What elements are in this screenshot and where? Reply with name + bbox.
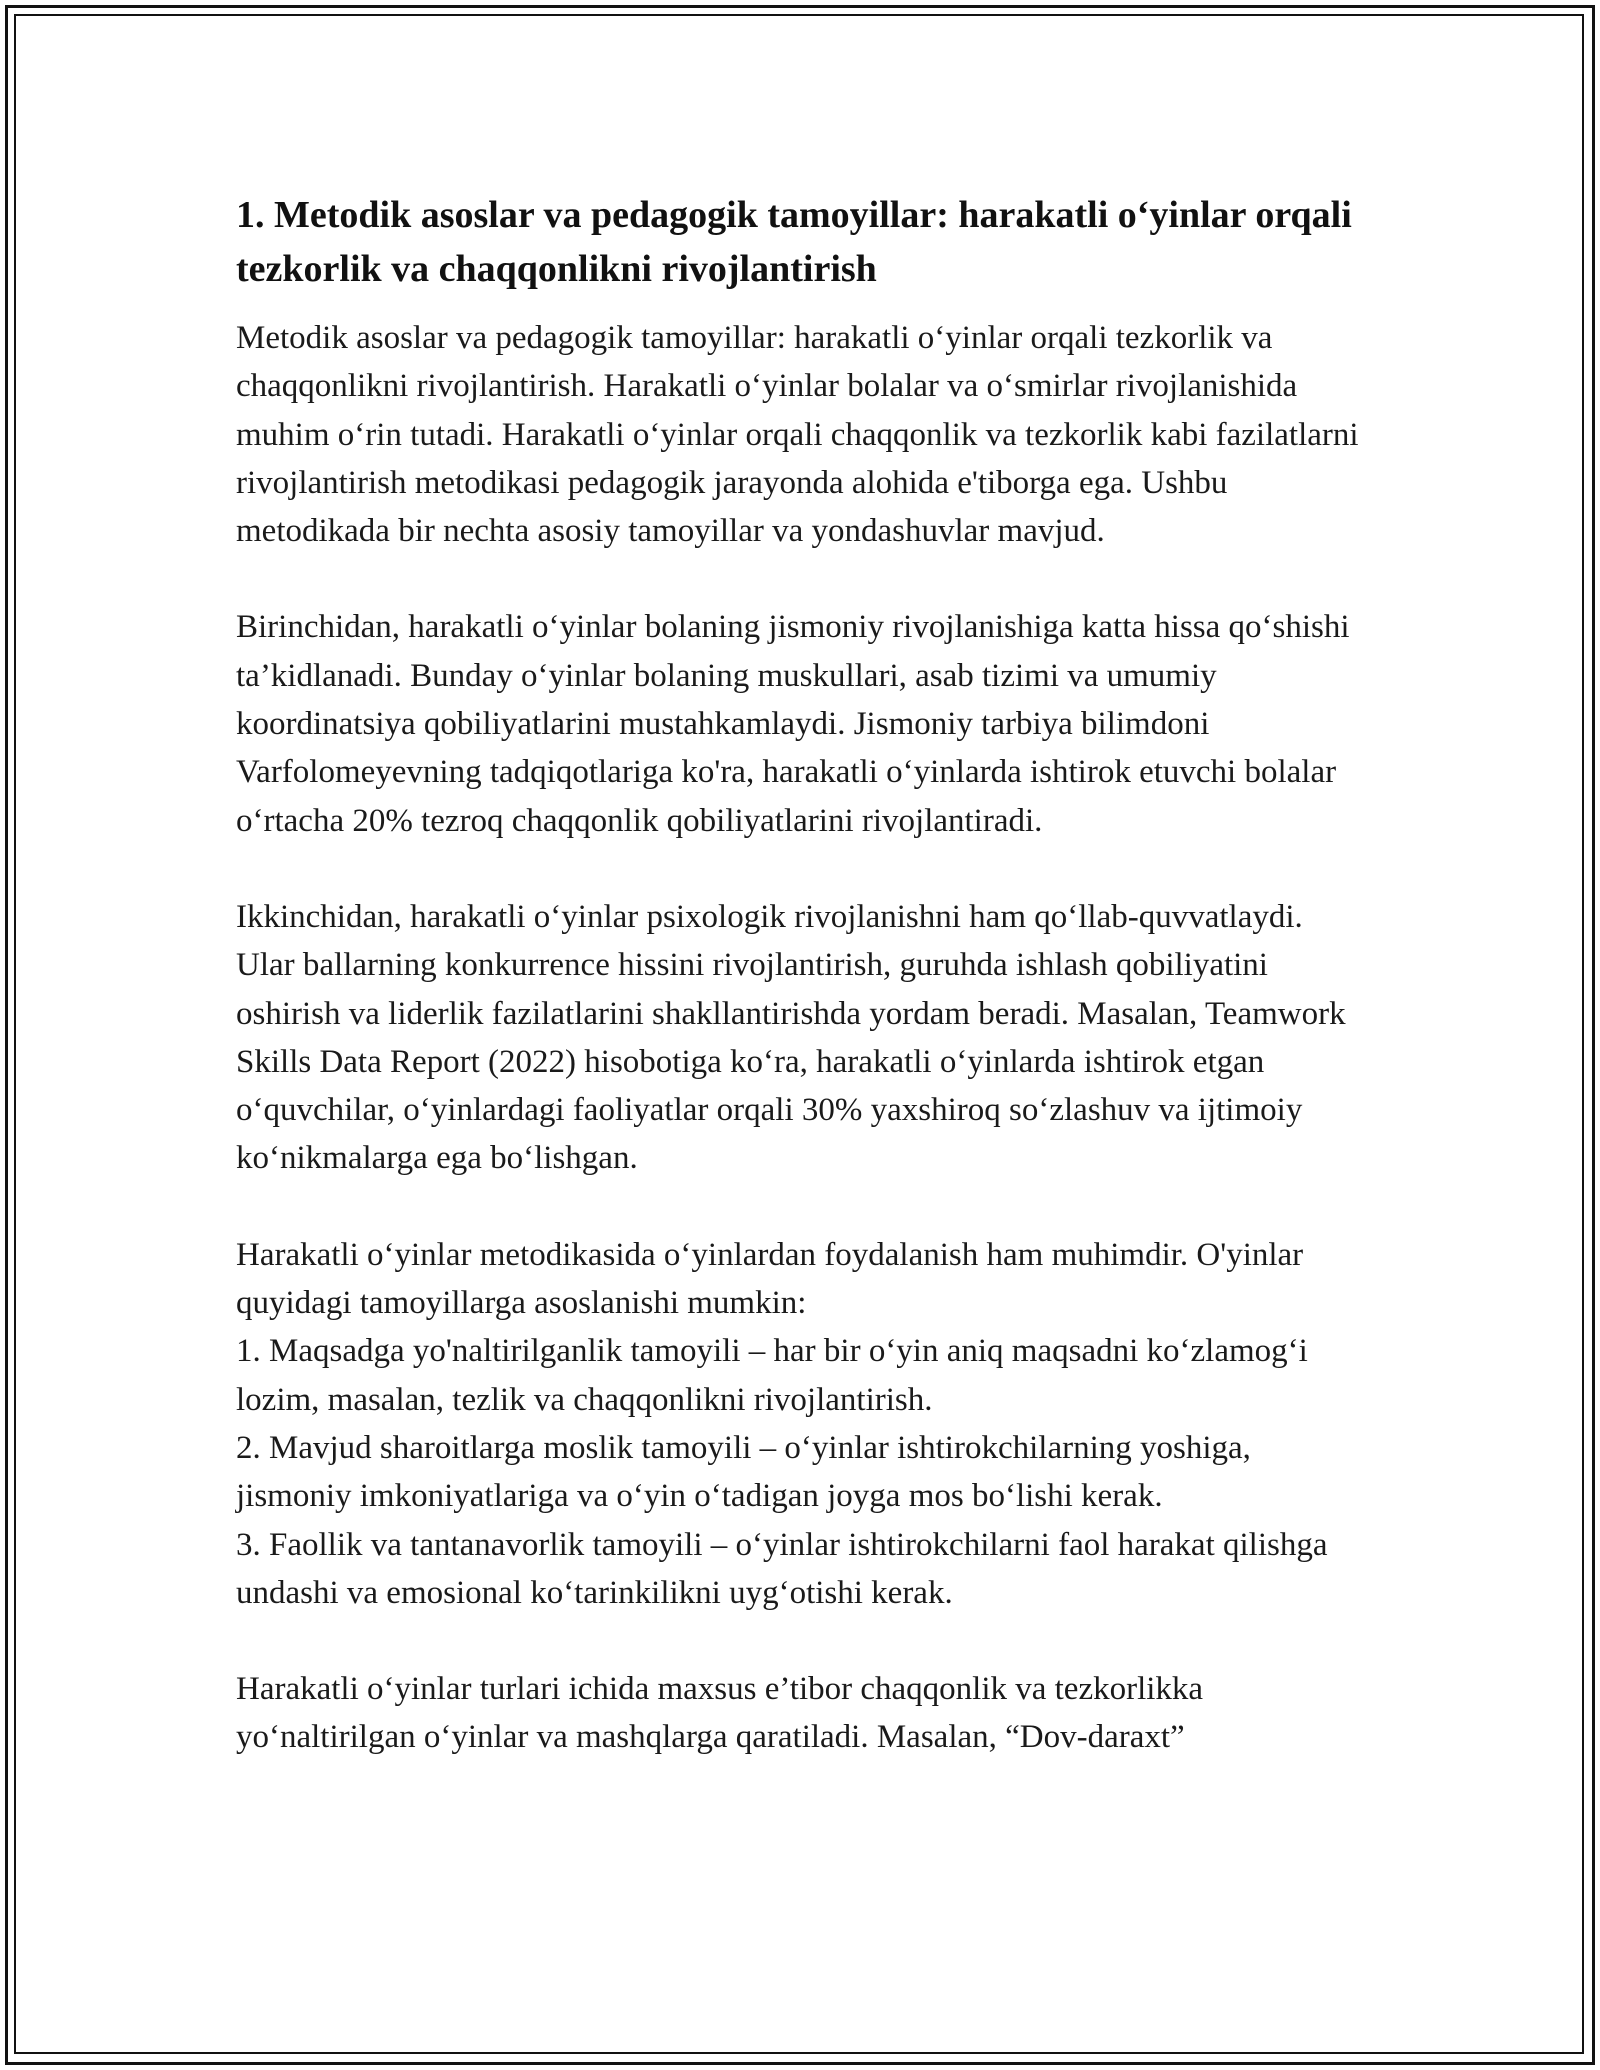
paragraph-psychological-development: Ikkinchidan, harakatli oʻyinlar psixologik rivojlanishni ham qoʻllab-quvvatlaydi. Ular ballarning konkurrence hissini rivojlantirish, guruhda ishlash qobiliyatini oshirish va liderlik fazilatlarini shakllantirishda yordam beradi. Masalan, Teamwork Skills Data Report (2022) hisobotiga koʻra, harakatli oʻyinlarda ishtirok etgan oʻquvchilar, oʻyinlardagi faoliyatlar orqali 30% yaxshiroq soʻzlashuv va ijtimoiy koʻnikmalarga ega boʻlishgan. — [236, 898, 1346, 1177]
paragraph-intro: Metodik asoslar va pedagogik tamoyillar: harakatli oʻyinlar orqali tezkorlik va chaqqonlikni rivojlantirish. Harakatli oʻyinlar bolalar va oʻsmirlar rivojlanishida muhim oʻrin tutadi. Harakatli oʻyinlar orqali chaqqonlik va tezkorlik kabi fazilatlarni rivojlantirish metodikasi pedagogik jarayonda alohida e'tiborga ega. Ushbu metodikada bir nechta asosiy tamoyillar va yondashuvlar mavjud. — [236, 320, 1359, 550]
principle-item-3: 3. Faollik va tantanavorlik tamoyili – oʻyinlar ishtirokchilarni faol harakat qilishga undashi va emosional koʻtarinkilikni uygʻotishi kerak. — [236, 1526, 1328, 1611]
document-body — [236, 188, 1366, 1810]
principle-item-2: 2. Mavjud sharoitlarga moslik tamoyili – oʻyinlar ishtirokchilarning yoshiga, jismoniy imkoniyatlariga va oʻyin oʻtadigan joyga mos boʻlishi kerak. — [236, 1429, 1251, 1515]
principle-item-1: 1. Maqsadga yo'naltirilganlik tamoyili – har bir oʻyin aniq maqsadni koʻzlamogʻi lozim, masalan, tezlik va chaqqonlikni rivojlantirish. — [236, 1333, 1308, 1418]
principles-intro: Harakatli oʻyinlar metodikasida oʻyinlardan foydalanish ham muhimdir. O'yinlar quyidagi tamoyillarga asoslanishi mumkin: — [236, 1236, 1304, 1322]
section-heading: 1. Metodik asoslar va pedagogik tamoyillar: harakatli oʻyinlar orqali tezkorlik va chaqqonlikni rivojlantirish — [236, 194, 1352, 290]
paragraph-game-types: Harakatli oʻyinlar turlari ichida maxsus e’tibor chaqqonlik va tezkorlikka yoʻnaltirilgan oʻyinlar va mashqlarga qaratiladi. Masalan, “Dov-daraxt” — [236, 1671, 1204, 1756]
paragraph-physical-development: Birinchidan, harakatli oʻyinlar bolaning jismoniy rivojlanishiga katta hissa qoʻshishi ta’kidlanadi. Bunday oʻyinlar bolaning muskullari, asab tizimi va umumiy koordinatsiya qobiliyatlarini mustahkamlaydi. Jismoniy tarbiya bilimdoni Varfolomeyevning tadqiqotlariga ko'ra, harakatli oʻyinlarda ishtirok etuvchi bolalar oʻrtacha 20% tezroq chaqqonlik qobiliyatlarini rivojlantiradi. — [236, 609, 1350, 839]
paragraph-principles — [236, 1231, 1366, 1617]
